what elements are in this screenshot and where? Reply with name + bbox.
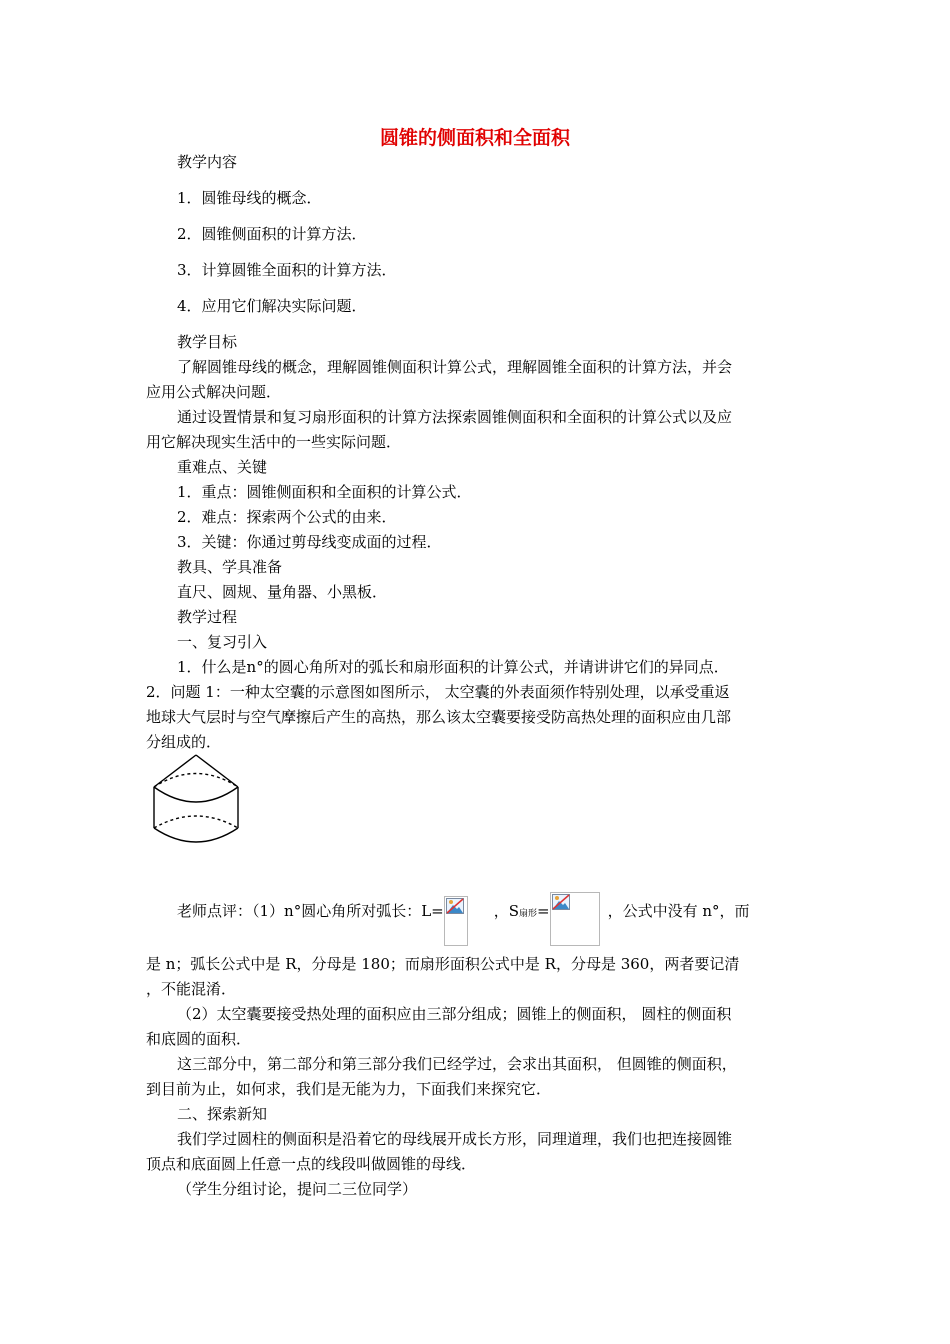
comment-3-line-1: （2）太空囊要接受热处理的面积应由三部分组成；圆锥上的侧面积， 圆柱的侧面积: [177, 1005, 732, 1023]
review-question-2-line-2: 地球大气层时与空气摩擦后产生的高热，那么该太空囊要接受防高热处理的面积应由几部: [146, 708, 732, 726]
broken-image-icon: [552, 894, 570, 910]
comment-3-line-2: 和底圆的面积．: [146, 1030, 252, 1048]
comment-2-line-2: ，不能混淆．: [146, 980, 237, 998]
key-item-2: 2．难点：探索两个公式的由来．: [177, 508, 397, 526]
review-question-2-line-3: 分组成的．: [146, 733, 222, 751]
cone-left-slant: [154, 755, 196, 787]
comment-4-line-2: 到目前为止，如何求，我们是无能为力，下面我们来探究它．: [146, 1080, 552, 1098]
goals-paragraph-2-line-1: 通过设置情景和复习扇形面积的计算方法探索圆锥侧面积和全面积的计算公式以及应: [177, 408, 733, 426]
goals-paragraph-2-line-2: 用它解决现实生活中的一些实际问题．: [146, 433, 402, 451]
explore-line-2: 顶点和底面圆上任意一点的线段叫做圆锥的母线．: [146, 1155, 477, 1173]
tools-text: 直尺、圆规、量角器、小黑板．: [177, 583, 388, 601]
review-question-2-line-1: 2．问题 1：一种太空囊的示意图如图所示， 太空囊的外表面须作特别处理，以承受重返: [146, 683, 730, 701]
cylinder-bottom-back-edge: [154, 816, 238, 828]
comment-4-line-1: 这三部分中，第二部分和第三部分我们已经学过，会求出其面积， 但圆锥的侧面积，: [177, 1055, 737, 1073]
cylinder-top-front-edge: [154, 787, 238, 802]
comment-no-n-text: ，公式中没有 n°，而: [607, 902, 750, 920]
cylinder-top-back-edge: [154, 774, 238, 788]
content-item-3: 3．计算圆锥全面积的计算方法．: [177, 261, 397, 279]
goals-paragraph-1-line-1: 了解圆锥母线的概念，理解圆锥侧面积计算公式，理解圆锥全面积的计算方法，并会: [177, 358, 733, 376]
sector-subscript: 扇形: [519, 909, 538, 919]
content-item-2: 2．圆锥侧面积的计算方法．: [177, 225, 367, 243]
content-heading: 教学内容: [177, 153, 238, 171]
document-title: 圆锥的侧面积和全面积: [379, 127, 570, 149]
cylinder-bottom-front-edge: [154, 828, 238, 842]
key-item-3: 3．关键：你通过剪母线变成面的过程．: [177, 533, 442, 551]
sector-area-formula-image: [550, 892, 600, 946]
tools-heading: 教具、学具准备: [177, 558, 283, 576]
explore-heading: 二、探索新知: [177, 1105, 268, 1123]
explore-line-1: 我们学过圆柱的侧面积是沿着它的母线展开成长方形，同理道理，我们也把连接圆锥: [177, 1130, 733, 1148]
comment-sector-s-text: ，S: [493, 902, 520, 920]
explore-line-3: （学生分组讨论，提问二三位同学）: [177, 1180, 418, 1198]
cone-right-slant: [196, 755, 238, 787]
key-heading: 重难点、关键: [177, 458, 268, 476]
content-item-4: 4．应用它们解决实际问题．: [177, 297, 367, 315]
key-item-1: 1．重点：圆锥侧面积和全面积的计算公式．: [177, 483, 472, 501]
goals-paragraph-1-line-2: 应用公式解决问题．: [146, 383, 282, 401]
content-item-1: 1．圆锥母线的概念．: [177, 189, 322, 207]
comment-2-line-1: 是 n；弧长公式中是 R，分母是 180；而扇形面积公式中是 R，分母是 360，两者要记清: [146, 955, 740, 973]
comment-arc-length-text: 老师点评：（1）n°圆心角所对弧长：L=: [177, 902, 444, 920]
space-capsule-figure: [150, 752, 245, 844]
review-heading: 一、复习引入: [177, 633, 268, 651]
comment-equals: =: [537, 902, 550, 920]
arc-length-formula-image: [444, 896, 468, 946]
teacher-comment-formula-line: [177, 892, 750, 946]
review-question-1: 1．什么是n°的圆心角所对的弧长和扇形面积的计算公式，并请讲讲它们的异同点．: [177, 658, 729, 676]
broken-image-icon: [446, 898, 464, 914]
goals-heading: 教学目标: [177, 333, 238, 351]
process-heading: 教学过程: [177, 608, 238, 626]
